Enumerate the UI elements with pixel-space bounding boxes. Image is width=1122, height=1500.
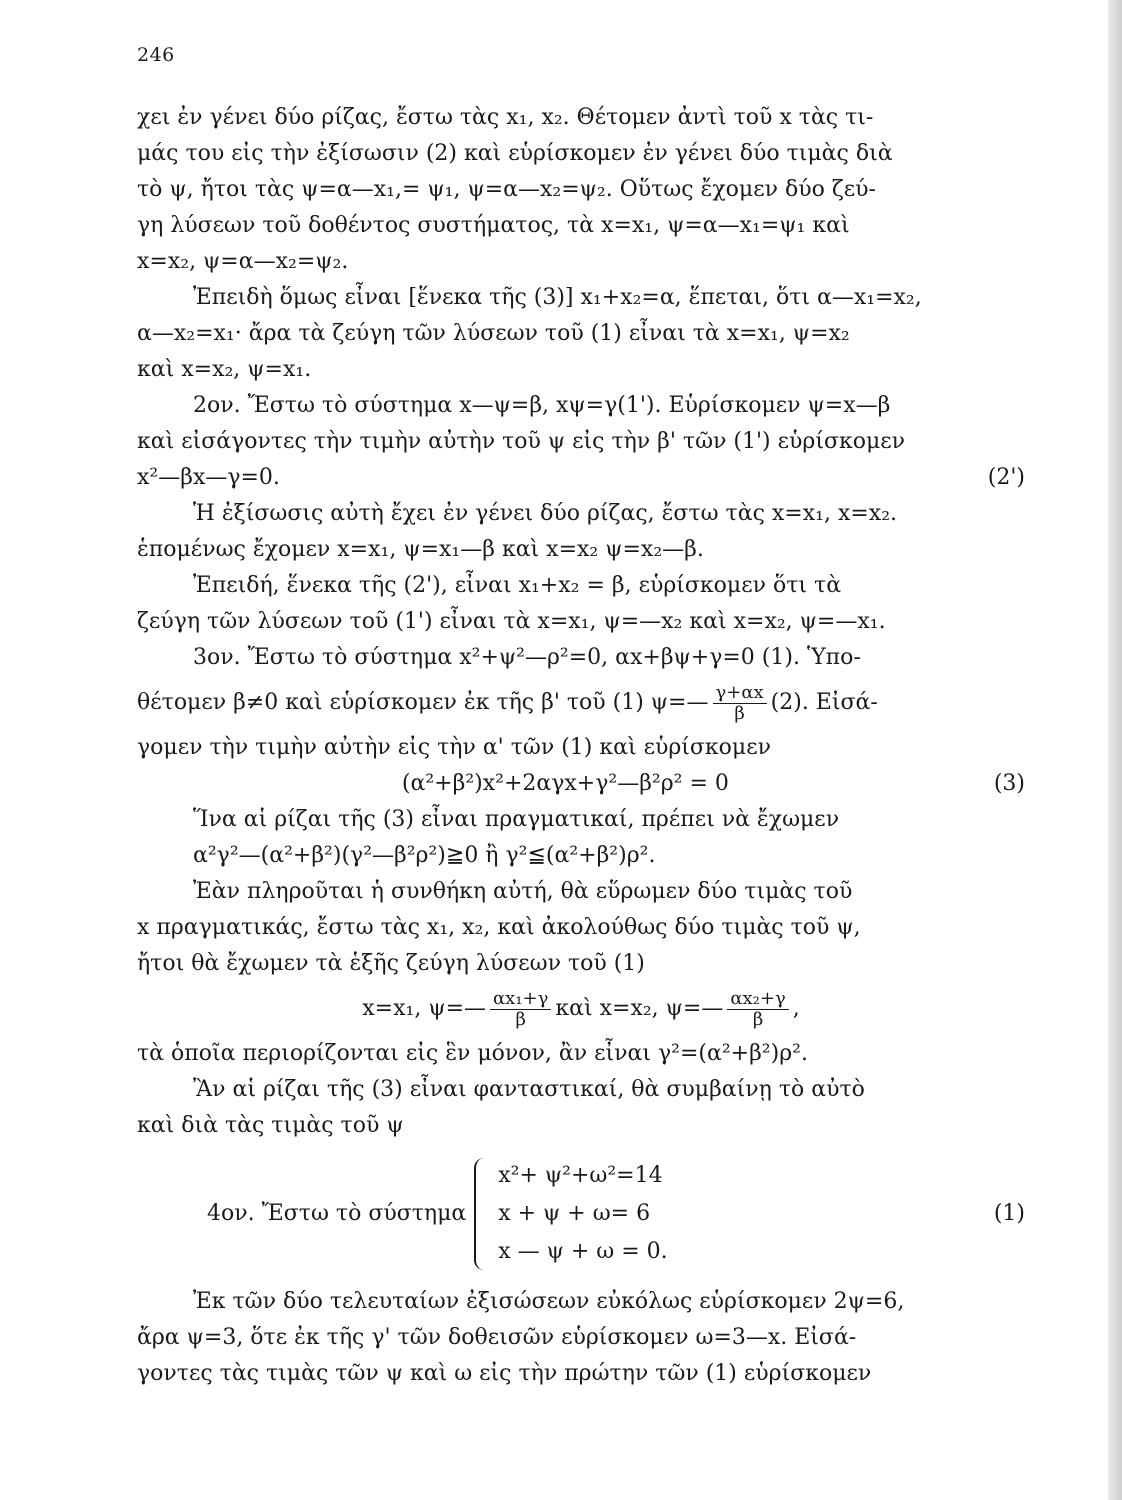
system-equation: x²+ ψ²+ω²=14 (498, 1163, 663, 1188)
text-line: Ἐὰν πληροῦται ἡ συνθήκη αὐτή, θὰ εὕρωμεν δύο τιμὰς τοῦ (193, 879, 853, 904)
text-line: Ἂν αἱ ρίζαι τῆς (3) εἶναι φανταστικαί, θὰ συμβαίνῃ τὸ αὐτὸ (193, 1077, 865, 1102)
text-line: Ἐπειδὴ ὅμως εἶναι [ἕνεκα τῆς (3)] x₁+x₂=α, ἕπεται, ὅτι α—x₁=x₂, (193, 285, 922, 310)
fraction (727, 989, 788, 1030)
equation-tag: (2') (987, 465, 1025, 490)
fraction-numerator: αx₁+γ (490, 989, 551, 1010)
system-equation: x + ψ + ω= 6 (498, 1201, 651, 1226)
text-segment: (2). Εἰσά- (770, 690, 878, 715)
scan-edge-shadow (1108, 0, 1122, 1500)
text-line: 3ον. Ἔστω τὸ σύστημα x²+ψ²—ρ²=0, αx+βψ+γ=0 (1). Ὑπο- (193, 645, 861, 670)
text-line: καὶ διὰ τὰς τιμὰς τοῦ ψ (137, 1113, 404, 1138)
text-segment: , (792, 996, 800, 1021)
fraction (713, 683, 767, 724)
equation-tag: (1) (993, 1201, 1025, 1226)
text-line: τὰ ὁποῖα περιορίζονται εἰς ἓν μόνον, ἂν εἶναι γ²=(α²+β²)ρ². (137, 1041, 808, 1066)
text-line: γη λύσεων τοῦ δοθέντος συστήματος, τὰ x=x₁, ψ=α—x₁=ψ₁ καὶ (137, 213, 850, 238)
system-equations (498, 1157, 667, 1271)
text-line: Ἵνα αἱ ρίζαι τῆς (3) εἶναι πραγματικαί, πρέπει νὰ ἔχωμεν (193, 807, 840, 832)
text-line: χει ἐν γένει δύο ρίζας, ἔστω τὰς x₁, x₂. Θέτομεν ἀντὶ τοῦ x τὰς τι- (137, 105, 874, 130)
text-segment: θέτομεν β≠0 καὶ εὑρίσκομεν ἐκ τῆς β' τοῦ (1) ψ=— (137, 690, 709, 715)
equation-tag: (3) (993, 771, 1025, 796)
fraction-denominator: β (734, 702, 745, 724)
left-brace (474, 1158, 490, 1270)
text-line: ἤτοι θὰ ἔχωμεν τὰ ἑξῆς ζεύγη λύσεων τοῦ (1) (137, 951, 645, 976)
fraction-denominator: β (515, 1008, 526, 1030)
text-line: τὸ ψ, ἤτοι τὰς ψ=α—x₁,= ψ₁, ψ=α—x₂=ψ₂. Οὕτως ἔχομεν δύο ζεύ- (137, 177, 876, 202)
text-line: Ἡ ἐξίσωσις αὐτὴ ἔχει ἐν γένει δύο ρίζας, ἔστω τὰς x=x₁, x=x₂. (193, 501, 898, 526)
fraction-numerator: γ+αx (713, 683, 767, 704)
equation-3 (137, 766, 1025, 802)
page-number: 246 (137, 44, 175, 66)
text-line: ζεύγη τῶν λύσεων τοῦ (1') εἶναι τὰ x=x₁, ψ=—x₂ καὶ x=x₂, ψ=—x₁. (137, 609, 886, 634)
fraction-denominator: β (752, 1008, 764, 1030)
equation-system-4 (137, 1152, 1025, 1276)
text-segment: καὶ x=x₂, ψ=— (555, 996, 724, 1021)
text-line: μάς του εἰς τὴν ἐξίσωσιν (2) καὶ εὑρίσκομεν ἐν γένει δύο τιμὰς διὰ (137, 141, 893, 166)
text-line: ἄρα ψ=3, ὅτε ἐκ τῆς γ' τῶν δοθεισῶν εὑρίσκομεν ω=3—x. Εἰσά- (137, 1325, 857, 1350)
text-line: Ἐκ τῶν δύο τελευταίων ἐξισώσεων εὐκόλως εὑρίσκομεν 2ψ=6, (193, 1289, 905, 1314)
text-line: γοντες τὰς τιμὰς τῶν ψ καὶ ω εἰς τὴν πρώτην τῶν (1) εὑρίσκομεν (137, 1361, 872, 1386)
fraction-line-1 (137, 676, 1025, 730)
system-label: 4ον. Ἔστω τὸ σύστημα (207, 1201, 467, 1226)
text-line: καὶ εἰσάγοντες τὴν τιμὴν αὐτὴν τοῦ ψ εἰς τὴν β' τῶν (1') εὑρίσκομεν (137, 429, 906, 454)
fraction (490, 989, 551, 1030)
text-line: α—x₂=x₁· ἄρα τὰ ζεύγη τῶν λύσεων τοῦ (1) εἶναι τὰ x=x₁, ψ=x₂ (137, 321, 850, 346)
text-line: x πραγματικάς, ἔστω τὰς x₁, x₂, καὶ ἀκολούθως δύο τιμὰς τοῦ ψ, (137, 915, 861, 940)
equation-expression: x²—βx—γ=0. (137, 465, 280, 490)
text-line: x=x₂, ψ=α—x₂=ψ₂. (137, 249, 349, 274)
page-body (137, 100, 1025, 1392)
fraction-line-2 (137, 982, 1025, 1036)
text-line: καὶ x=x₂, ψ=x₁. (137, 357, 312, 382)
system-equation: x — ψ + ω = 0. (498, 1239, 668, 1264)
text-line: α²γ²—(α²+β²)(γ²—β²ρ²)≧0 ἢ γ²≦(α²+β²)ρ². (193, 843, 656, 868)
text-segment: x=x₁, ψ=— (362, 996, 487, 1021)
text-line: ἑπομένως ἔχομεν x=x₁, ψ=x₁—β καὶ x=x₂ ψ=x₂—β. (137, 537, 704, 562)
equation-2-prime (137, 460, 1025, 496)
fraction-numerator: αx₂+γ (727, 989, 788, 1010)
text-line: Ἐπειδή, ἕνεκα τῆς (2'), εἶναι x₁+x₂ = β, εὑρίσκομεν ὅτι τὰ (193, 573, 842, 598)
text-line: γομεν τὴν τιμὴν αὐτὴν εἰς τὴν α' τῶν (1) καὶ εὑρίσκομεν (137, 735, 771, 760)
text-line: 2ον. Ἔστω τὸ σύστημα x—ψ=β, xψ=γ(1'). Εὑρίσκομεν ψ=x—β (193, 393, 891, 418)
equation-expression: (α²+β²)x²+2αγx+γ²—β²ρ² = 0 (401, 771, 729, 796)
